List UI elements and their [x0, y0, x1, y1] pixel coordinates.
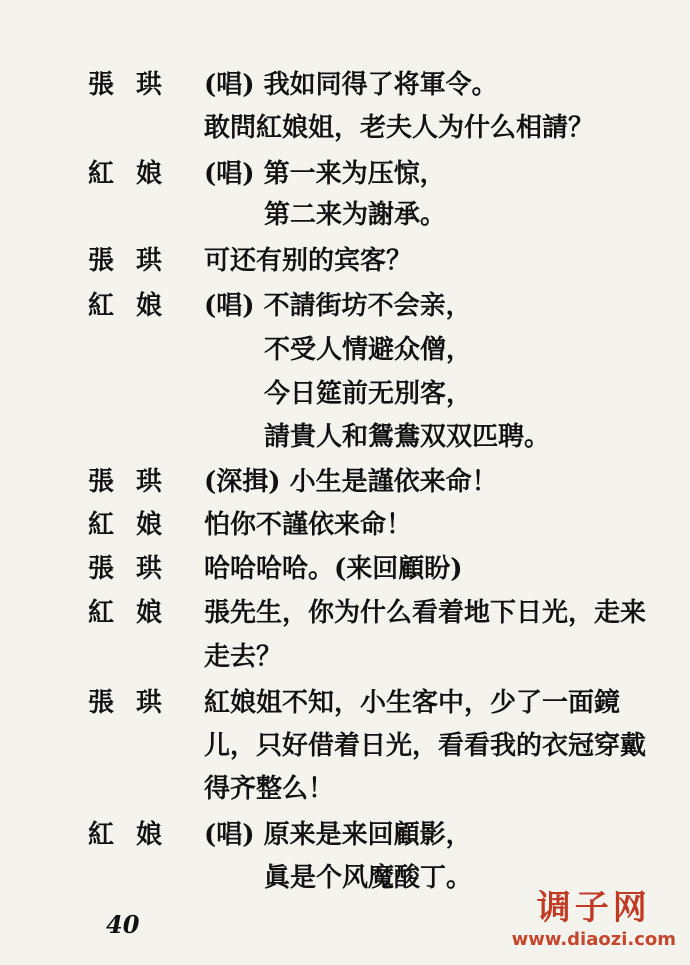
watermark-url: www.diaozi.com [511, 929, 676, 950]
dialogue-text: (深揖) 小生是謹依来命！ [204, 467, 498, 497]
dialogue-text: 不受人情避众僧， [264, 335, 473, 365]
dialogue-text: (唱) 第一来为压惊， [204, 159, 446, 189]
dialogue-text: (唱) 不請街坊不会亲， [204, 291, 472, 321]
speaker-name: 紅娘 [88, 291, 185, 321]
speaker-name: 張珙 [88, 554, 185, 584]
dialogue-text: (唱) 原来是来回顧影， [204, 820, 472, 850]
speaker-name: 紅娘 [88, 159, 185, 189]
speaker-name: 張珙 [88, 467, 185, 497]
dialogue-text: 張先生，你为什么看着地下日光，走来 [204, 598, 647, 628]
watermark-title: 调子网 [536, 888, 651, 928]
dialogue-text: 紅娘姐不知，小生客中，少了一面鏡 [204, 688, 621, 718]
dialogue-text: 儿，只好借着日光，看看我的衣冠穿戴 [204, 731, 647, 761]
dialogue-text: 第二来为謝承。 [264, 200, 447, 230]
dialogue-text: 哈哈哈哈。(来回顧盼) [204, 554, 463, 584]
speaker-name: 紅娘 [88, 820, 185, 850]
site-watermark [512, 888, 676, 952]
speaker-name: 張珙 [88, 688, 185, 718]
dialogue-text: 請貴人和鴛鴦双双匹聘。 [264, 422, 551, 452]
speaker-name: 紅娘 [88, 510, 185, 540]
speaker-name: 紅娘 [88, 598, 185, 628]
page-number: 40 [106, 910, 140, 939]
dialogue-text: 眞是个风魔酸丁。 [264, 863, 473, 893]
dialogue-text: 走去？ [204, 642, 283, 672]
dialogue-text: 怕你不謹依来命！ [204, 510, 413, 540]
dialogue-text: (唱) 我如同得了将軍令。 [204, 70, 498, 100]
dialogue-text: 敢問紅娘姐，老夫人为什么相請？ [204, 113, 595, 143]
dialogue-text: 可还有别的宾客？ [204, 246, 413, 276]
dialogue-text: 得齐整么！ [204, 774, 335, 804]
speaker-name: 張珙 [88, 70, 185, 100]
dialogue-text: 今日筵前无別客， [264, 379, 473, 409]
speaker-name: 張珙 [88, 246, 185, 276]
